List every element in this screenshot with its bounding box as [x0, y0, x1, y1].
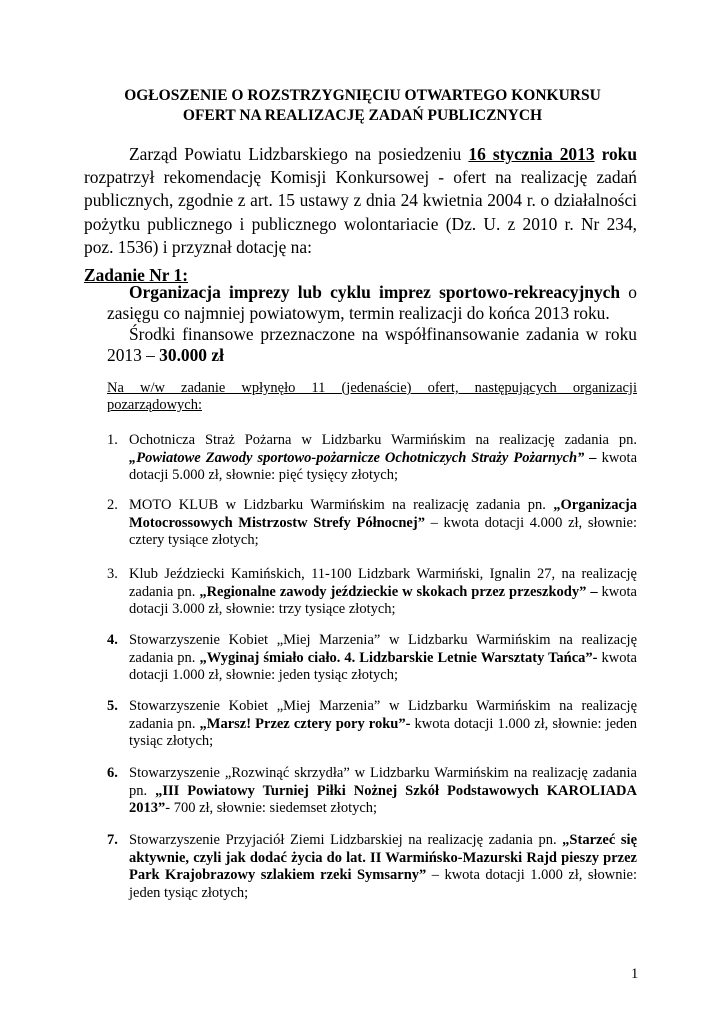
- intro-part-2: rozpatrzył rekomendację Komisji Konkursowej - ofert na realizację zadań publicznych, zgodnie z art. 15 ustawy z dnia 24 kwietnia 2004 r. o działalności pożytku publicznego i publicznego wolontariacie (Dz. U. z 2010 r. Nr 234, poz. 1536) i przyznał dotację na:: [84, 167, 637, 257]
- list-item: [107, 497, 637, 550]
- list-item-amount: kwota dotacji 1.000 zł, słownie: jeden tysiąc złotych;: [129, 649, 637, 683]
- task-heading-colon: :: [182, 265, 189, 285]
- intro-part-1: Zarząd Powiatu Lidzbarskiego na posiedzeniu: [129, 144, 469, 164]
- list-item-number: 3.: [107, 566, 118, 582]
- task-funds-amount: 30.000 zł: [159, 345, 224, 365]
- list-item-amount: kwota dotacji 1.000 zł, słownie: jeden tysiąc złotych;: [129, 715, 637, 749]
- task-name-rest: o zasięgu co najmniej powiatowym, termin realizacji do końca 2013 roku.: [107, 282, 637, 323]
- page-number: 1: [631, 966, 639, 982]
- meeting-date-roku: roku: [594, 144, 638, 164]
- list-item-org: Stowarzyszenie Kobiet „Miej Marzenia” w Lidzbarku Warmińskim na realizację zadania pn.: [129, 632, 637, 666]
- intro-paragraph: [84, 143, 637, 259]
- list-item-amount: – kwota dotacji 4.000 zł, słownie: cztery tysiące złotych;: [129, 514, 637, 548]
- list-item-title: „Wyginaj śmiało ciało. 4. Lidzbarskie Letnie Warsztaty Tańca”-: [199, 649, 598, 666]
- list-item-title: „Organizacja Motocrossowych Mistrzostw Strefy Północnej”: [129, 497, 637, 531]
- list-item-title: „Regionalne zawody jeździeckie w skokach przez przeszkody” –: [199, 583, 598, 600]
- list-item-org: Stowarzyszenie Kobiet „Miej Marzenia” w Lidzbarku Warmińskim na realizację zadania pn.: [129, 698, 637, 732]
- list-item-amount: kwota dotacji 3.000 zł, słownie: trzy tysiące złotych;: [129, 583, 637, 617]
- offers-intro-line-1: Na w/w zadanie wpłynęło 11 (jedenaście) ofert, następujących organizacji: [107, 380, 637, 396]
- list-item-title: „III Powiatowy Turniej Piłki Nożnej Szkół Podstawowych KAROLIADA 2013”: [129, 782, 638, 816]
- list-item: [107, 566, 637, 619]
- task-funds-text: Środki finansowe przeznaczone na współfinansowanie zadania w roku 2013 –: [107, 324, 637, 365]
- list-item: [107, 698, 637, 751]
- list-item-number: 7.: [107, 832, 118, 848]
- task-description: [107, 282, 637, 366]
- title-line-2: OFERT NA REALIZACJĘ ZADAŃ PUBLICZNYCH: [182, 107, 543, 124]
- offers-intro-line-2: pozarządowych:: [107, 397, 203, 413]
- list-item-number: 2.: [107, 497, 118, 513]
- list-item-number: 6.: [107, 765, 118, 781]
- list-item-org: Stowarzyszenie „Rozwinąć skrzydła” w Lidzbarku Warmińskim na realizację zadania pn.: [129, 765, 637, 799]
- list-item-title: „Marsz! Przez cztery pory roku”-: [199, 715, 411, 732]
- list-item-org: Stowarzyszenie Przyjaciół Ziemi Lidzbarskiej na realizację zadania pn.: [129, 832, 563, 848]
- list-item-org: MOTO KLUB w Lidzbarku Warmińskim na realizację zadania pn.: [129, 497, 554, 513]
- list-item-amount: - 700 zł, słownie: siedemset złotych;: [165, 800, 378, 816]
- offers-intro: [107, 380, 637, 414]
- list-item-number: 5.: [107, 698, 118, 714]
- meeting-date: 16 stycznia 2013: [468, 144, 595, 164]
- list-item: [107, 765, 637, 818]
- list-item-number: 1.: [107, 432, 118, 448]
- list-item-org: Ochotnicza Straż Pożarna w Lidzbarku Warmińskim na realizację zadania pn.: [129, 432, 637, 448]
- list-item: [107, 632, 637, 685]
- task-name: Organizacja imprezy lub cyklu imprez sportowo-rekreacyjnych: [129, 282, 621, 302]
- list-item-amount: – kwota dotacji 1.000 zł, słownie: jeden tysiąc złotych;: [129, 867, 637, 901]
- list-item-org: Klub Jeździecki Kamińskich, 11-100 Lidzbark Warmiński, Ignalin 27, na realizację zadania pn.: [129, 566, 637, 600]
- task-heading-label: Zadanie Nr 1: [84, 265, 183, 285]
- list-item-amount: kwota dotacji 5.000 zł, słownie: pięć tysięcy złotych;: [129, 449, 637, 483]
- list-item-title: „Powiatowe Zawody sportowo-pożarnicze Ochotniczych Straży Pożarnych” –: [129, 449, 602, 466]
- list-item-number: 4.: [107, 632, 118, 648]
- title-line-1: OGŁOSZENIE O ROZSTRZYGNIĘCIU OTWARTEGO KONKURSU: [124, 87, 601, 104]
- list-item-title: „Starzeć się aktywnie, czyli jak dodać życia do lat. II Warmińsko-Mazurski Rajd pieszy przez Park Krajobrazowy szlakiem rzeki Symsarny”: [129, 832, 637, 883]
- document-title: [80, 86, 645, 126]
- list-item: [107, 832, 637, 902]
- list-item: [107, 432, 637, 485]
